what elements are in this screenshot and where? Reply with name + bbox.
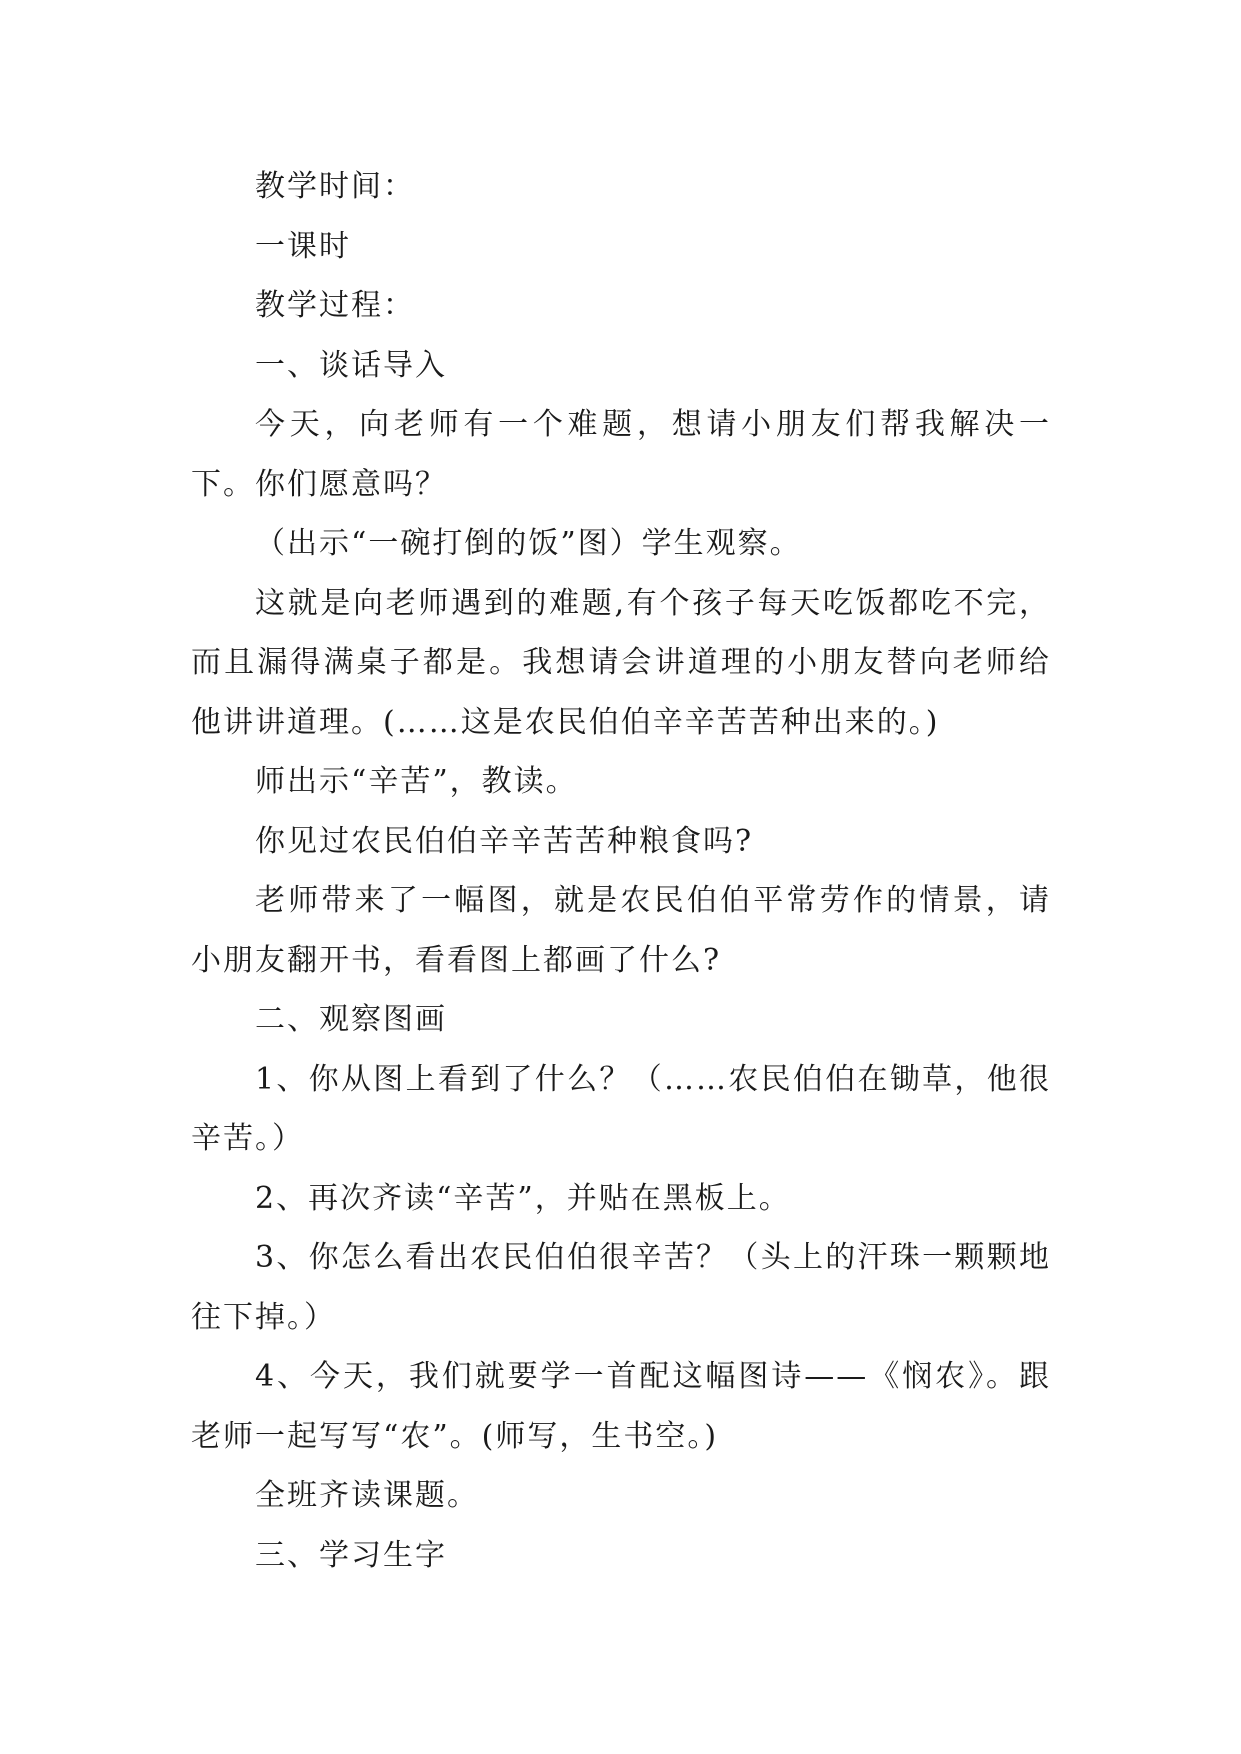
paragraph-teaching-time-heading: 教学时间： bbox=[255, 169, 415, 204]
paragraph: 今天，向老师有一个难题，想请小朋友们帮我解决一下。你们愿意吗？ bbox=[191, 407, 1051, 502]
paragraph-one-lesson: 一课时 bbox=[255, 228, 351, 264]
paragraph: 师出示“辛苦”，教读。 bbox=[255, 764, 578, 799]
section-heading-3: 三、学习生字 bbox=[255, 1537, 447, 1573]
paragraph: 这就是向老师遇到的难题,有个孩子每天吃饭都吃不完，而且漏得满桌子都是。我想请会讲道理的小朋友替向老师给他讲讲道理。(……这是农民伯伯辛辛苦苦种出来的。) bbox=[191, 585, 1051, 740]
paragraph: 你见过农民伯伯辛辛苦苦种粮食吗? bbox=[255, 823, 754, 859]
paragraph: 1、你从图上看到了什么？（……农民伯伯在锄草，他很辛苦。） bbox=[191, 1061, 1051, 1156]
paragraph: （出示“一碗打倒的饭”图）学生观察。 bbox=[255, 526, 802, 561]
document-body bbox=[191, 157, 1051, 1585]
paragraph: 4、今天，我们就要学一首配这幅图诗——《悯农》。跟老师一起写写“农”。(师写，生书空。) bbox=[191, 1359, 1051, 1454]
section-heading-1: 一、谈话导入 bbox=[255, 347, 447, 383]
section-heading-2: 二、观察图画 bbox=[255, 1002, 447, 1037]
paragraph-teaching-process-heading: 教学过程： bbox=[255, 288, 415, 323]
paragraph: 老师带来了一幅图，就是农民伯伯平常劳作的情景，请小朋友翻开书，看看图上都画了什么? bbox=[191, 883, 1051, 978]
paragraph: 全班齐读课题。 bbox=[255, 1478, 479, 1513]
paragraph: 2、再次齐读“辛苦”，并贴在黑板上。 bbox=[255, 1180, 791, 1216]
paragraph: 3、你怎么看出农民伯伯很辛苦？（头上的汗珠一颗颗地往下掉。） bbox=[191, 1240, 1051, 1335]
